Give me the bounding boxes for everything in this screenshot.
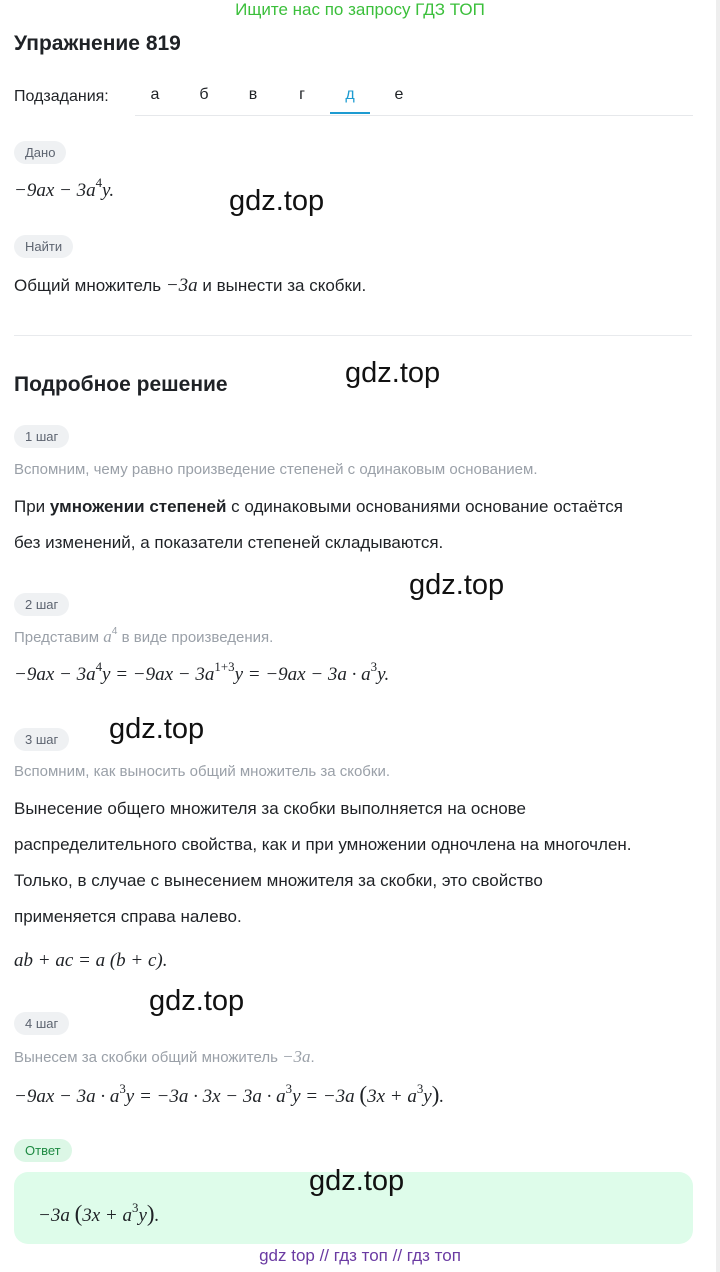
tab-b[interactable]: б bbox=[199, 86, 209, 103]
step-3-label: 3 шаг bbox=[14, 728, 69, 751]
subtasks-tabs bbox=[135, 81, 693, 116]
step-4-label: 4 шаг bbox=[14, 1012, 69, 1035]
step-3-formula: ab + ac = a (b + c). bbox=[14, 950, 168, 971]
search-banner: Ищите нас по запросу ГДЗ ТОП bbox=[235, 0, 485, 19]
watermark-6: gdz.top bbox=[309, 1165, 405, 1197]
divider bbox=[14, 335, 692, 336]
step-2-label: 2 шаг bbox=[14, 593, 69, 616]
step-4-formula: $-9ax - 3a \cdot a^3y = -3a \cdot 3x - 3a \cdot a^3y = -3a$ $(3x + a^3y)$. bbox=[14, 1080, 445, 1107]
find-label: Найти bbox=[14, 235, 73, 258]
step-3-text-line-4: применяется справа налево. bbox=[14, 907, 242, 926]
tab-g[interactable]: г bbox=[299, 86, 305, 103]
answer-formula: −3a $(3x + a^3y)$. bbox=[38, 1199, 160, 1226]
step-3-text-line-3: Только, в случае с вынесением множителя за скобки, это свойство bbox=[14, 871, 543, 890]
tab-e[interactable]: е bbox=[394, 86, 404, 103]
step-2-hint: Представим $a^4$ в виде произведения. bbox=[14, 626, 274, 646]
watermark-1: gdz.top bbox=[229, 185, 325, 217]
step-3-text-line-2: распределительного свойства, как и при умножении одночлена на многочлен. bbox=[14, 835, 632, 854]
step-2-formula: $-9ax - 3a^4y = -9ax - 3a^{1+3}y = -9ax - 3a \cdot a^3y$. bbox=[14, 658, 390, 685]
solution-title: Подробное решение bbox=[14, 373, 228, 396]
step-1-text-line-2: без изменений, а показатели степеней складываются. bbox=[14, 533, 444, 552]
answer-label: Ответ bbox=[14, 1139, 72, 1162]
watermark-4: gdz.top bbox=[109, 713, 205, 745]
tab-a[interactable]: а bbox=[150, 86, 160, 103]
step-1-hint: Вспомним, чему равно произведение степеней с одинаковым основанием. bbox=[14, 461, 538, 478]
tab-d[interactable]: д bbox=[330, 86, 370, 114]
footer-links[interactable]: gdz top // гдз топ // гдз топ bbox=[259, 1246, 461, 1265]
subtasks-label: Подзадания: bbox=[14, 88, 109, 105]
find-text: Общий множитель −3a и вынести за скобки. bbox=[14, 275, 367, 296]
given-expression: $-9ax - 3a^4y$. bbox=[14, 174, 115, 201]
step-1-label: 1 шаг bbox=[14, 425, 69, 448]
scrollbar[interactable] bbox=[716, 0, 720, 1272]
step-3-text-line-1: Вынесение общего множителя за скобки выполняется на основе bbox=[14, 799, 526, 818]
watermark-5: gdz.top bbox=[149, 985, 245, 1017]
step-4-hint: Вынесем за скобки общий множитель −3a. bbox=[14, 1047, 315, 1066]
watermark-2: gdz.top bbox=[345, 357, 441, 389]
exercise-title: Упражнение 819 bbox=[14, 32, 181, 55]
step-3-hint: Вспомним, как выносить общий множитель за скобки. bbox=[14, 763, 390, 780]
tab-v[interactable]: в bbox=[248, 86, 258, 103]
given-label: Дано bbox=[14, 141, 66, 164]
step-1-text-line-1: При умножении степеней с одинаковыми основаниями основание остаётся bbox=[14, 497, 623, 516]
watermark-3: gdz.top bbox=[409, 569, 505, 601]
